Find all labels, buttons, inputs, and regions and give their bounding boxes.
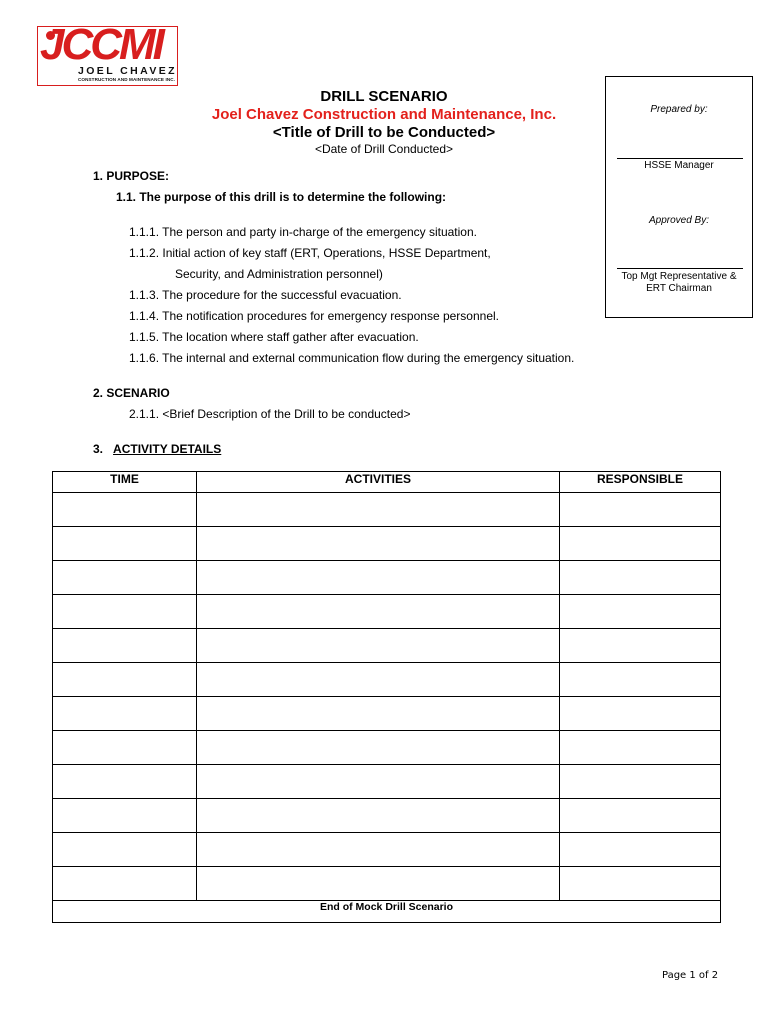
purpose-item: 1.1.2. Initial action of key staff (ERT, Operations, HSSE Department, bbox=[129, 246, 491, 260]
table-row bbox=[53, 833, 721, 867]
time-cell[interactable] bbox=[53, 765, 197, 799]
responsible-cell[interactable] bbox=[560, 867, 721, 901]
table-end-row bbox=[53, 901, 721, 923]
purpose-item: 1.1.5. The location where staff gather after evacuation. bbox=[129, 330, 419, 344]
purpose-item: 1.1.4. The notification procedures for emergency response personnel. bbox=[129, 309, 499, 323]
activities-cell[interactable] bbox=[197, 493, 560, 527]
activity-heading-label: ACTIVITY DETAILS bbox=[113, 442, 222, 456]
responsible-cell[interactable] bbox=[560, 595, 721, 629]
document-title: DRILL SCENARIO bbox=[320, 88, 448, 105]
table-row bbox=[53, 731, 721, 765]
drill-title: <Title of Drill to be Conducted> bbox=[272, 124, 496, 141]
company-logo bbox=[37, 26, 178, 86]
activity-table bbox=[52, 471, 721, 923]
responsible-cell[interactable] bbox=[560, 561, 721, 595]
table-row bbox=[53, 629, 721, 663]
activity-heading bbox=[93, 442, 221, 456]
responsible-cell[interactable] bbox=[560, 799, 721, 833]
table-row bbox=[53, 493, 721, 527]
purpose-item: 1.1.1. The person and party in-charge of the emergency situation. bbox=[129, 225, 477, 239]
approved-role-line2: ERT Chairman bbox=[646, 283, 712, 294]
activities-cell[interactable] bbox=[197, 765, 560, 799]
activities-cell[interactable] bbox=[197, 731, 560, 765]
prepared-role: HSSE Manager bbox=[644, 160, 714, 171]
activities-cell[interactable] bbox=[197, 629, 560, 663]
purpose-subheading: 1.1. The purpose of this drill is to determine the following: bbox=[116, 190, 447, 204]
activities-cell[interactable] bbox=[197, 561, 560, 595]
page-number: Page 1 of 2 bbox=[662, 970, 719, 981]
company-name: Joel Chavez Construction and Maintenance, Inc. bbox=[211, 106, 557, 123]
time-cell[interactable] bbox=[53, 799, 197, 833]
scenario-heading: 2. SCENARIO bbox=[93, 386, 170, 400]
purpose-item: 1.1.3. The procedure for the successful evacuation. bbox=[129, 288, 402, 302]
responsible-cell[interactable] bbox=[560, 663, 721, 697]
time-cell[interactable] bbox=[53, 527, 197, 561]
table-row bbox=[53, 867, 721, 901]
prepared-signature-line bbox=[617, 158, 743, 159]
responsible-cell[interactable] bbox=[560, 527, 721, 561]
time-cell[interactable] bbox=[53, 731, 197, 765]
activities-cell[interactable] bbox=[197, 867, 560, 901]
purpose-item: 1.1.6. The internal and external communication flow during the emergency situation. bbox=[129, 351, 575, 365]
drill-date: <Date of Drill Conducted> bbox=[314, 142, 454, 156]
activities-cell[interactable] bbox=[197, 595, 560, 629]
table-row bbox=[53, 527, 721, 561]
responsible-cell[interactable] bbox=[560, 697, 721, 731]
table-row bbox=[53, 765, 721, 799]
time-cell[interactable] bbox=[53, 867, 197, 901]
column-header-activities: ACTIVITIES bbox=[197, 472, 560, 493]
table-row bbox=[53, 799, 721, 833]
table-header-row bbox=[53, 472, 721, 493]
responsible-cell[interactable] bbox=[560, 493, 721, 527]
activities-cell[interactable] bbox=[197, 527, 560, 561]
activities-cell[interactable] bbox=[197, 833, 560, 867]
purpose-heading: 1. PURPOSE: bbox=[93, 169, 170, 183]
table-row bbox=[53, 663, 721, 697]
column-header-time: TIME bbox=[53, 472, 197, 493]
logo-subtitle: CONSTRUCTION AND MAINTENANCE INC. bbox=[78, 77, 176, 82]
responsible-cell[interactable] bbox=[560, 629, 721, 663]
table-row bbox=[53, 595, 721, 629]
approved-role-line1: Top Mgt Representative & bbox=[621, 271, 737, 282]
end-of-scenario-note: End of Mock Drill Scenario bbox=[53, 901, 721, 923]
column-header-responsible: RESPONSIBLE bbox=[560, 472, 721, 493]
logo-name: JOEL CHAVEZ bbox=[78, 65, 177, 77]
time-cell[interactable] bbox=[53, 629, 197, 663]
activities-cell[interactable] bbox=[197, 697, 560, 731]
time-cell[interactable] bbox=[53, 493, 197, 527]
time-cell[interactable] bbox=[53, 697, 197, 731]
time-cell[interactable] bbox=[53, 595, 197, 629]
purpose-item-continuation: Security, and Administration personnel) bbox=[175, 267, 383, 281]
approval-box bbox=[605, 76, 753, 318]
scenario-item: 2.1.1. <Brief Description of the Drill to be conducted> bbox=[129, 407, 411, 421]
table-row bbox=[53, 697, 721, 731]
approved-signature-line bbox=[617, 268, 743, 269]
activity-heading-number: 3. bbox=[93, 442, 104, 456]
activities-cell[interactable] bbox=[197, 799, 560, 833]
time-cell[interactable] bbox=[53, 561, 197, 595]
time-cell[interactable] bbox=[53, 663, 197, 697]
activities-cell[interactable] bbox=[197, 663, 560, 697]
responsible-cell[interactable] bbox=[560, 833, 721, 867]
approved-by-label: Approved By: bbox=[648, 215, 710, 226]
responsible-cell[interactable] bbox=[560, 765, 721, 799]
time-cell[interactable] bbox=[53, 833, 197, 867]
logo-mark: JCCMI bbox=[40, 26, 162, 69]
prepared-by-label: Prepared by: bbox=[650, 104, 708, 115]
responsible-cell[interactable] bbox=[560, 731, 721, 765]
table-row bbox=[53, 561, 721, 595]
